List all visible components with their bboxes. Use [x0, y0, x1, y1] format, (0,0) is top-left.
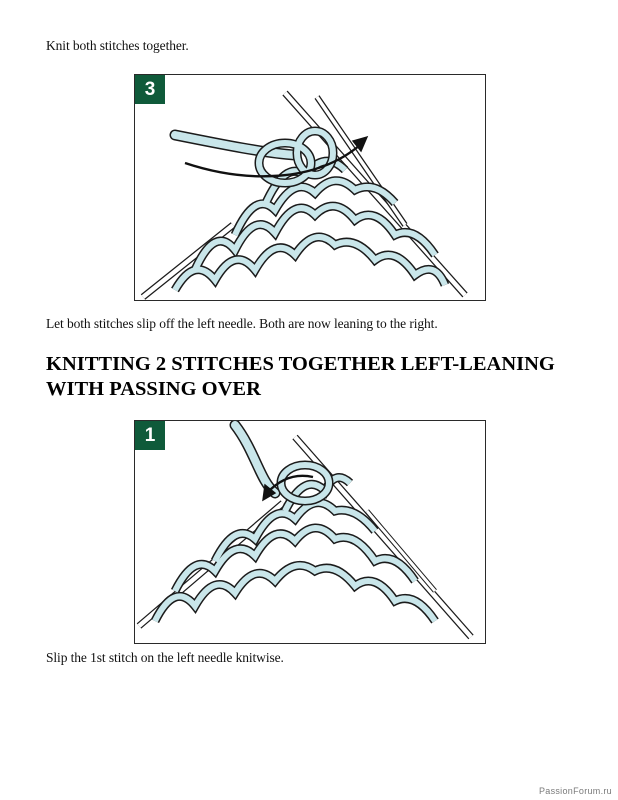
- section-heading: [46, 352, 586, 402]
- knitting-diagram-step-1: [135, 421, 486, 644]
- caption-slip-first: Slip the 1st stitch on the left needle knitwise.: [46, 650, 284, 665]
- heading-line-1: KNITTING 2 STITCHES TOGETHER LEFT-LEANING: [46, 353, 555, 375]
- caption-slip-off: Let both stitches slip off the left needle. Both are now leaning to the right.: [46, 316, 438, 331]
- caption-knit-both: Knit both stitches together.: [46, 38, 189, 53]
- watermark: PassionForum.ru: [538, 786, 612, 796]
- illustration-step-1: [134, 420, 486, 644]
- knitting-diagram-step-3: [135, 75, 486, 301]
- illustration-step-3: [134, 74, 486, 301]
- heading-line-2: WITH PASSING OVER: [46, 378, 261, 400]
- step-badge: 1: [135, 421, 165, 450]
- step-badge: 3: [135, 75, 165, 104]
